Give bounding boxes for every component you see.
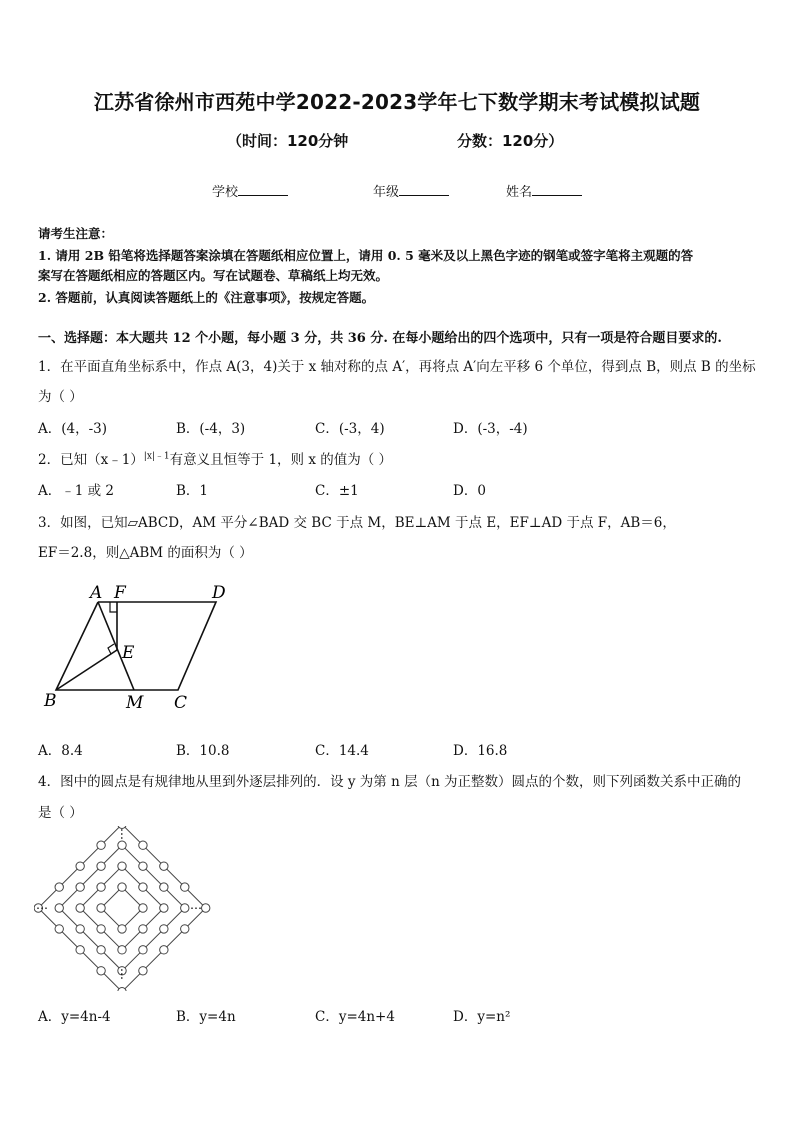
grade-blank[interactable] <box>399 183 449 196</box>
exam-title: 江苏省徐州市西苑中学2022-2023学年七下数学期末考试模拟试题 <box>93 90 701 114</box>
q2-option-a[interactable]: A．﹣1 或 2 <box>38 483 115 499</box>
layer-dot <box>160 904 168 912</box>
q4-option-b[interactable]: B．y=4n <box>176 1009 236 1025</box>
q4-option-a[interactable]: A．y=4n-4 <box>38 1009 111 1025</box>
q4-option-c[interactable]: C．y=4n+4 <box>315 1009 395 1025</box>
point-d-label: D <box>212 583 226 603</box>
q4-line2: 是（ ） <box>38 805 83 821</box>
layer-dot <box>118 925 126 933</box>
point-e-label: E <box>122 643 135 663</box>
layer-dot <box>160 883 168 891</box>
q1-option-c[interactable]: C．(-3，4) <box>315 421 385 437</box>
section1-heading: 一、选择题：本大题共 12 个小题，每小题 3 分，共 36 分. 在每小题给出的四个选项中，只有一项是符合题目要求的. <box>38 331 722 346</box>
q3-line2: EF＝2.8，则△ABM 的面积为（ ） <box>38 545 253 561</box>
top-ellipsis: ⋯ <box>115 828 129 840</box>
exam-score: 分数：120分） <box>457 132 564 150</box>
school-blank[interactable] <box>238 183 288 196</box>
notice-line1a: 1. 请用 2B 铅笔将选择题答案涂填在答题纸相应位置上，请用 0. 5 毫米及以上黑色字迹的钢笔或签字笔将主观题的答 <box>38 248 694 263</box>
q2-option-d[interactable]: D．0 <box>453 483 486 499</box>
point-a-label: A <box>90 583 103 603</box>
layer-dot <box>139 904 147 912</box>
layer-dot <box>55 925 63 933</box>
q4-dot-pattern-figure <box>34 826 214 991</box>
q3-option-b[interactable]: B．10.8 <box>176 743 230 759</box>
q2-text-post: 有意义且恒等于 1，则 x 的值为（ ） <box>169 452 393 468</box>
dot-layer-outline <box>101 887 143 929</box>
q2-stem <box>38 448 392 468</box>
layer-dot <box>97 967 105 975</box>
point-m-label: M <box>126 693 144 713</box>
q1-line1: 1．在平面直角坐标系中，作点 A(3，4)关于 x 轴对称的点 A′，再将点 A′向左平移 6 个单位，得到点 B，则点 B 的坐标 <box>38 359 756 375</box>
q1-option-b[interactable]: B．(-4，3) <box>176 421 246 437</box>
layer-dot <box>139 967 147 975</box>
q2-exponent: |x|﹣1 <box>143 451 170 462</box>
notice-line2: 2. 答题前，认真阅读答题纸上的《注意事项》，按规定答题。 <box>38 290 375 305</box>
layer-dot <box>76 946 84 954</box>
layer-dot <box>97 904 105 912</box>
point-b-label: B <box>44 691 57 711</box>
grade-label: 年级 <box>373 185 400 200</box>
layer-dot <box>202 904 210 912</box>
school-field <box>212 181 288 200</box>
q1-option-a[interactable]: A．(4，-3) <box>38 421 108 437</box>
layer-dot <box>97 862 105 870</box>
q1-line2: 为（ ） <box>38 389 83 405</box>
layer-dot <box>160 925 168 933</box>
q2-option-c[interactable]: C．±1 <box>315 483 359 499</box>
name-blank[interactable] <box>532 183 582 196</box>
layer-dot <box>55 883 63 891</box>
layer-dot <box>181 925 189 933</box>
layer-dot <box>118 862 126 870</box>
exam-time: （时间：120分钟 <box>227 132 349 150</box>
layer-dot <box>139 925 147 933</box>
point-f-label: F <box>114 583 126 603</box>
dot-layer-outline <box>80 866 164 950</box>
layer-dot <box>181 904 189 912</box>
left-ellipsis: ⋯ <box>36 901 48 915</box>
grade-field <box>373 181 449 200</box>
layer-dot <box>76 925 84 933</box>
layer-dot <box>118 841 126 849</box>
q3-line1: 3．如图，已知▱ABCD，AM 平分∠BAD 交 BC 于点 M，BE⊥AM 于点 E，EF⊥AD 于点 F，AB＝6， <box>38 515 676 531</box>
q4-option-d[interactable]: D．y=n² <box>453 1009 511 1025</box>
layer-dot <box>97 925 105 933</box>
q3-option-d[interactable]: D．16.8 <box>453 743 508 759</box>
layer-dot <box>97 841 105 849</box>
q1-option-d[interactable]: D．(-3，-4) <box>453 421 528 437</box>
layer-dot <box>97 883 105 891</box>
layer-dot <box>118 883 126 891</box>
point-c-label: C <box>174 693 188 713</box>
q2-text-pre: 2．已知（x﹣1） <box>38 452 144 468</box>
q2-option-b[interactable]: B．1 <box>176 483 209 499</box>
layer-dot <box>118 946 126 954</box>
q3-option-a[interactable]: A．8.4 <box>38 743 83 759</box>
layer-dot <box>160 946 168 954</box>
layer-dot <box>139 841 147 849</box>
layer-dot <box>139 946 147 954</box>
notice-line1b: 案写在答题纸相应的答题区内。写在试题卷、草稿纸上均无效。 <box>38 268 389 283</box>
q4-line1: 4．图中的圆点是有规律地从里到外逐层排列的．设 y 为第 n 层（n 为正整数）圆点的个数，则下列函数关系中正确的 <box>38 774 742 790</box>
right-ellipsis: ⋯ <box>190 901 202 915</box>
notice-heading: 请考生注意： <box>38 226 114 241</box>
q3-parallelogram-figure <box>36 578 246 718</box>
layer-dot <box>160 862 168 870</box>
name-label: 姓名 <box>506 185 533 200</box>
bottom-ellipsis: ⋯ <box>115 968 129 980</box>
layer-dot <box>139 862 147 870</box>
layer-dot <box>181 883 189 891</box>
layer-dot <box>76 904 84 912</box>
layer-dot <box>76 862 84 870</box>
layer-dot <box>55 904 63 912</box>
q3-option-c[interactable]: C．14.4 <box>315 743 369 759</box>
layer-dot <box>97 946 105 954</box>
layer-dot <box>139 883 147 891</box>
name-field <box>506 181 582 200</box>
layer-dot <box>76 883 84 891</box>
layer-dot <box>118 988 126 992</box>
school-label: 学校 <box>212 185 239 200</box>
